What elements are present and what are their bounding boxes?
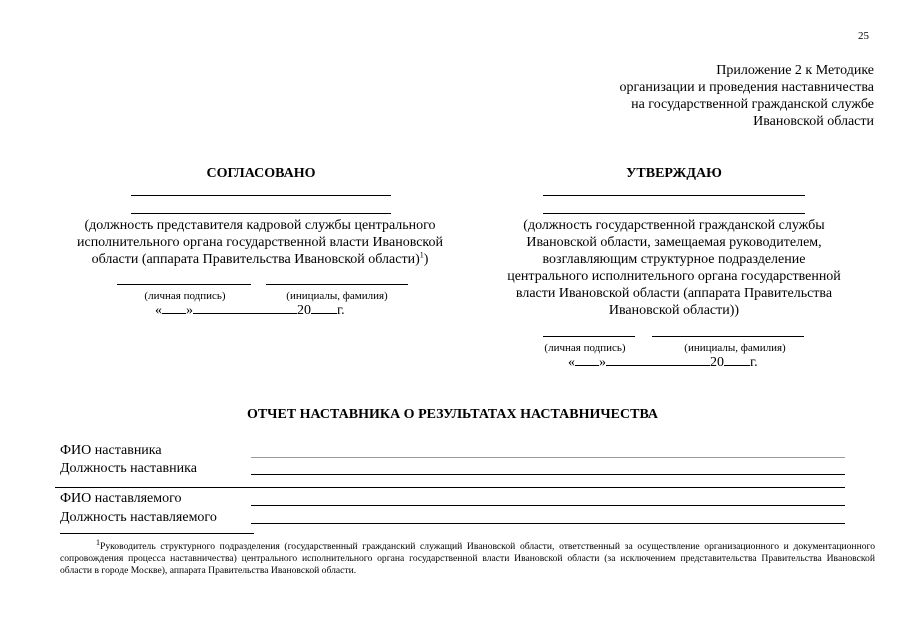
right-date-row — [568, 354, 808, 371]
left-position-caption — [50, 217, 470, 268]
left-position-line-3: области (аппарата Правительства Ивановской области)$^1$) — [91, 250, 429, 267]
appendix-line-4: Ивановской области — [753, 114, 874, 129]
section-divider — [55, 487, 845, 488]
appendix-line-1: Приложение 2 к Методике — [716, 63, 874, 78]
approval-left-title: СОГЛАСОВАНО — [206, 166, 316, 181]
right-date-year: 20 — [710, 355, 724, 370]
left-initials-label: (инициалы, фамилия) — [286, 290, 388, 302]
left-signature-label: (личная подпись) — [144, 290, 226, 302]
footnote — [60, 537, 875, 577]
right-blank-line-1 — [543, 195, 805, 196]
mentor-position-field[interactable] — [251, 474, 845, 475]
mentee-name-field[interactable] — [251, 505, 845, 506]
right-initials-label: (инициалы, фамилия) — [684, 342, 786, 354]
mentee-position-field[interactable] — [251, 523, 845, 524]
left-position-line-1: (должность представителя кадровой службы центрального — [84, 218, 436, 233]
left-date-quote-open: « — [155, 303, 162, 318]
footnote-ref: 1 — [419, 250, 424, 260]
right-position-caption — [475, 217, 873, 319]
approval-right-title: УТВЕРЖДАЮ — [626, 166, 722, 181]
right-blank-line-2 — [543, 213, 805, 214]
left-date-quote-close: » — [186, 303, 193, 318]
left-signature-line — [117, 284, 251, 285]
right-date-quote-open: « — [568, 355, 575, 370]
report-title: ОТЧЕТ НАСТАВНИКА О РЕЗУЛЬТАТАХ НАСТАВНИЧЕСТВА — [246, 407, 659, 422]
mentee-name-label: ФИО наставляемого — [60, 491, 182, 506]
left-date-suffix: г. — [337, 303, 345, 318]
mentor-name-field[interactable] — [251, 457, 845, 458]
left-blank-line-1 — [131, 195, 391, 196]
left-blank-line-2 — [131, 213, 391, 214]
right-position-line-1: (должность государственной гражданской службы — [523, 218, 825, 233]
left-date-year: 20 — [297, 303, 311, 318]
mentor-name-label: ФИО наставника — [60, 443, 162, 458]
footnote-text: Руководитель структурного подразделения (государственный гражданский служащий Ивановской области, ответственный за осуществление организационного и документационного сопровождения процесса наставничества) центрального исполнительного органа государственной власти Ивановской области (за исключением представительства Правительства Ивановской области в городе Москве), аппарата Правительства Ивановской области. — [60, 541, 875, 576]
appendix-line-3: на государственной гражданской службе — [631, 97, 874, 112]
right-date-quote-close: » — [599, 355, 606, 370]
appendix-header — [474, 62, 874, 130]
right-position-line-3: возглавляющим структурное подразделение — [542, 252, 806, 267]
left-date-row — [155, 302, 395, 319]
right-position-line-2: Ивановской области, замещаемая руководителем, — [526, 235, 822, 250]
right-signature-line — [543, 336, 635, 337]
right-position-line-6: Ивановской области)) — [608, 303, 740, 318]
footnote-marker: 1 — [96, 537, 100, 547]
mentor-position-label: Должность наставника — [60, 461, 197, 476]
footnote-separator — [60, 533, 254, 534]
appendix-line-2: организации и проведения наставничества — [619, 80, 874, 95]
left-initials-line — [266, 284, 408, 285]
left-position-line-2: исполнительного органа государственной власти Ивановской — [76, 235, 444, 250]
page-number: 25 — [858, 30, 869, 42]
right-position-line-5: власти Ивановской области (аппарата Правительства — [515, 286, 833, 301]
mentee-position-label: Должность наставляемого — [60, 510, 217, 525]
right-position-line-4: центрального исполнительного органа государственной — [507, 269, 841, 284]
right-initials-line — [652, 336, 804, 337]
right-signature-label: (личная подпись) — [544, 342, 626, 354]
right-date-suffix: г. — [750, 355, 758, 370]
